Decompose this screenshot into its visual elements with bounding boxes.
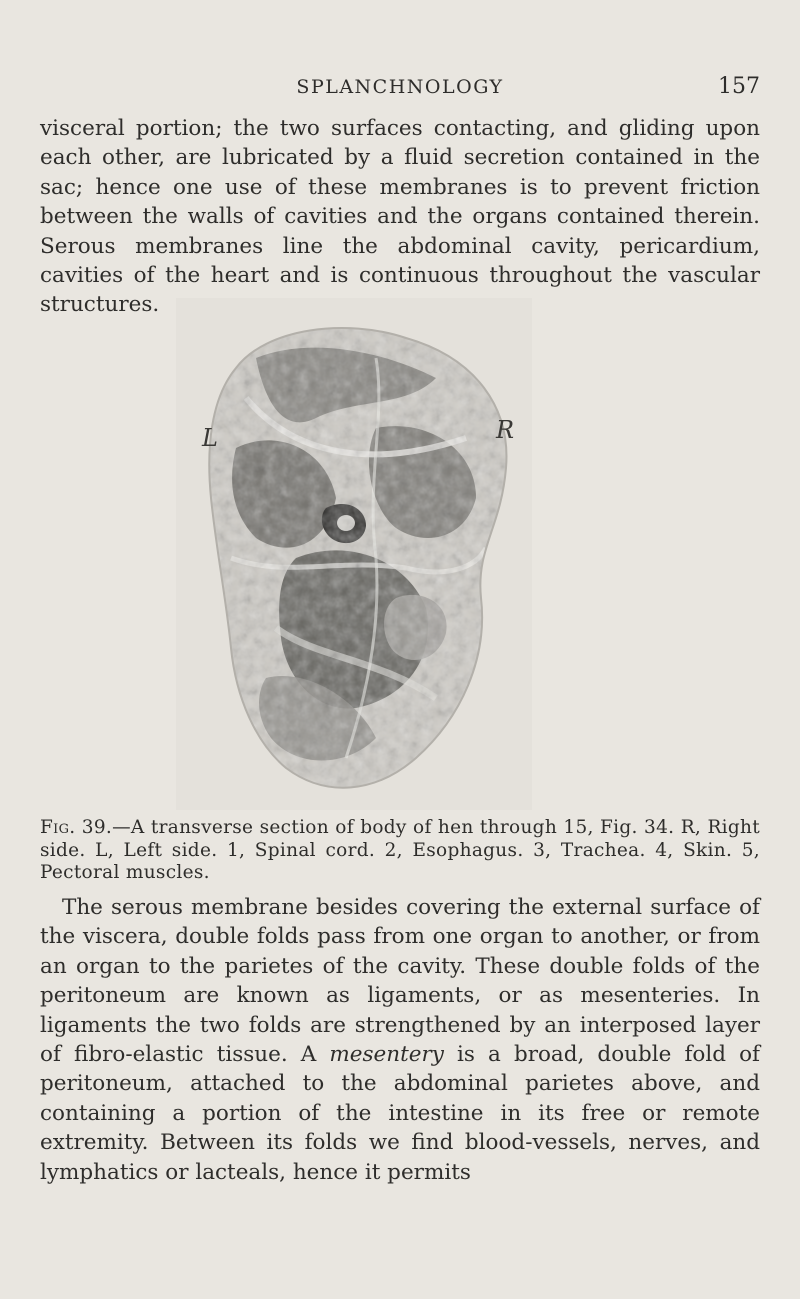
figure-label-left: L bbox=[202, 424, 218, 452]
paragraph-ligaments-mesenteries bbox=[40, 893, 760, 1187]
figure-caption bbox=[40, 817, 760, 885]
running-head bbox=[40, 76, 760, 106]
paragraph-2-part-1: The serous membrane besides covering the external surface of the viscera, double folds pass from one organ to another, or from an organ to the parietes of the cavity. These double folds of the peritoneum are known as ligaments, or as mesenteries. In ligaments the two folds are strengthened by an interposed layer of fibro-elastic tissue. A bbox=[40, 895, 760, 1068]
figure-label-right: R bbox=[496, 416, 515, 444]
paragraph-serous-membranes: visceral portion; the two surfaces contacting, and gliding upon each other, are lubricated by a fluid secretion contained in the sac; hence one use of these membranes is to prevent friction between the walls of cavities and the organs contained therein. Serous membranes line the abdominal cavity, pericardium, cavities of the heart and is continuous throughout the vascular structures. bbox=[40, 116, 760, 318]
term-mesentery: mesentery bbox=[329, 1042, 444, 1068]
paragraph-2-part-2: is a broad, double fold of peritoneum, attached to the abdominal parietes above, and containing a portion of the intestine in its free or remote extremity. Between its folds we find blood-vessels, nerves, and lymphatics or lacteals, hence it permits bbox=[40, 1042, 760, 1185]
figure-transverse-section bbox=[176, 298, 532, 810]
figure-caption-text: —A transverse section of body of hen through 15, Fig. 34. R, Right side. L, Left side. 1, Spinal cord. 2, Esophagus. 3, Trachea. 4, Skin. 5, Pectoral muscles. bbox=[40, 817, 760, 883]
specimen-photograph bbox=[176, 298, 532, 810]
running-title: SPLANCHNOLOGY bbox=[296, 76, 504, 98]
page-number: 157 bbox=[718, 74, 760, 99]
figure-caption-number: Fig. 39. bbox=[40, 817, 113, 838]
